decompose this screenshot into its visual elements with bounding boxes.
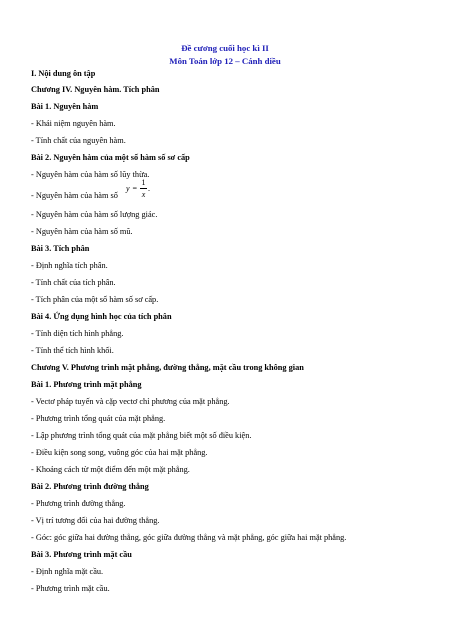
fraction [140, 178, 147, 199]
list-item: - Phương trình tổng quát của mặt phẳng. [31, 414, 166, 423]
lesson-heading: Bài 4. Ứng dụng hình học của tích phân [31, 312, 172, 321]
list-item: - Nguyên hàm của hàm số lũy thừa. [31, 170, 150, 179]
list-item: - Khái niệm nguyên hàm. [31, 119, 116, 128]
lesson-heading: Bài 1. Phương trình mặt phẳng [31, 380, 142, 389]
list-item: - Nguyên hàm của hàm số mũ. [31, 227, 133, 236]
list-item-text: - Nguyên hàm của hàm số [31, 191, 118, 200]
list-item: - Phương trình mặt cầu. [31, 584, 110, 593]
chapter-heading: Chương IV. Nguyên hàm. Tích phân [31, 85, 160, 94]
document-subtitle: Môn Toán lớp 12 – Cánh diều [169, 56, 281, 66]
fraction-denominator: x [141, 190, 146, 199]
list-item: - Phương trình đường thẳng. [31, 499, 126, 508]
document-title: Đề cương cuối học kì II [181, 43, 269, 53]
section-heading: I. Nội dung ôn tập [31, 69, 96, 78]
fraction-bar [140, 188, 147, 189]
list-item: - Tính thể tích hình khối. [31, 346, 114, 355]
chapter-heading: Chương V. Phương trình mặt phẳng, đường thẳng, mặt cầu trong không gian [31, 363, 304, 372]
formula-period: . [148, 184, 151, 193]
list-item-with-formula [31, 178, 160, 200]
list-item: - Vị trí tương đối của hai đường thẳng. [31, 516, 160, 525]
lesson-heading: Bài 1. Nguyên hàm [31, 102, 99, 111]
list-item: - Điều kiện song song, vuông góc của hai mặt phẳng. [31, 448, 208, 457]
list-item: - Định nghĩa tích phân. [31, 261, 108, 270]
lesson-heading: Bài 2. Nguyên hàm của một số hàm số sơ cấp [31, 153, 190, 162]
fraction-numerator: 1 [141, 178, 146, 187]
list-item: - Nguyên hàm của hàm số lượng giác. [31, 210, 158, 219]
lesson-heading: Bài 2. Phương trình đường thẳng [31, 482, 149, 491]
lesson-heading: Bài 3. Phương trình mặt cầu [31, 550, 132, 559]
list-item: - Tích phân của một số hàm số sơ cấp. [31, 295, 159, 304]
formula-lhs: y [125, 184, 130, 193]
list-item: - Góc: góc giữa hai đường thẳng, góc giữa đường thẳng và mặt phẳng, góc giữa hai mặt phẳng. [31, 533, 347, 542]
list-item: - Tính chất của nguyên hàm. [31, 136, 126, 145]
list-item: - Tính diện tích hình phẳng. [31, 329, 124, 338]
list-item: - Tính chất của tích phân. [31, 278, 116, 287]
math-formula [120, 178, 160, 199]
lesson-heading: Bài 3. Tích phân [31, 244, 90, 253]
list-item: - Khoảng cách từ một điểm đến một mặt phẳng. [31, 465, 190, 474]
list-item: - Vectơ pháp tuyến và cặp vectơ chỉ phương của mặt phẳng. [31, 397, 230, 406]
list-item: - Lập phương trình tổng quát của mặt phẳng biết một số điều kiện. [31, 431, 252, 440]
list-item: - Định nghĩa mặt cầu. [31, 567, 104, 576]
formula-equals: = [132, 184, 138, 193]
